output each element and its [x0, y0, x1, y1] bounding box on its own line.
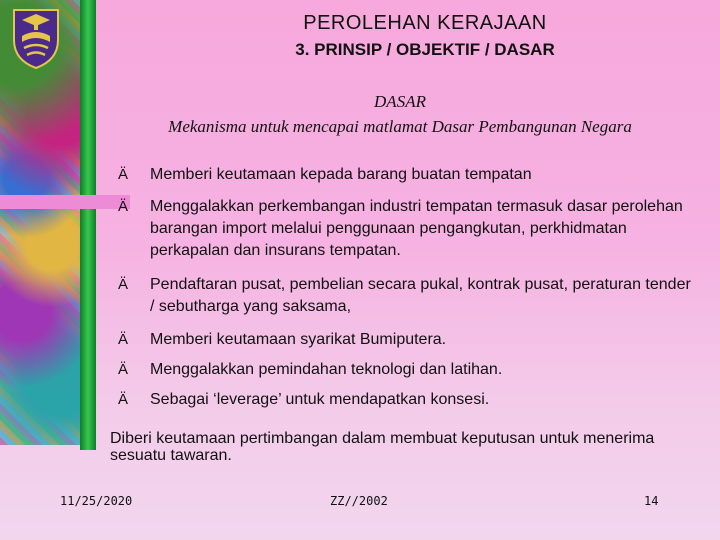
bullet-marker-icon: Ä [117, 166, 128, 183]
section-subtitle: Mekanisma untuk mencapai matlamat Dasar Pembangunan Negara [168, 117, 632, 136]
section-title: DASAR [374, 92, 426, 111]
bullet-item [112, 274, 692, 318]
footer-reference: ZZ//2002 [330, 494, 388, 508]
bullet-item [112, 329, 692, 351]
bullet-text: Menggalakkan perkembangan industri tempatan termasuk dasar perolehan barangan import melalui penggunaan pengangkutan, perkhidmatan perkapalan dan insurans tempatan. [150, 198, 683, 259]
bullet-text: Sebagai ‘leverage’ untuk mendapatkan konsesi. [150, 391, 490, 408]
bullet-marker-icon: Ä [117, 331, 128, 348]
bullet-marker-icon: Ä [117, 198, 128, 215]
page-title: PEROLEHAN KERAJAAN [303, 12, 547, 34]
bullet-text: Memberi keutamaan kepada barang buatan tempatan [150, 166, 532, 183]
footer-note: Diberi keutamaan pertimbangan dalam membuat keputusan untuk menerima sesuatu tawaran. [110, 430, 655, 464]
pink-accent-band [0, 195, 130, 209]
bullet-text: Pendaftaran pusat, pembelian secara pukal, kontrak pusat, peraturan tender / sebutharga yang saksama, [150, 276, 691, 315]
bullet-text: Menggalakkan pemindahan teknologi dan latihan. [150, 361, 503, 378]
bullet-item [112, 389, 692, 411]
bullet-marker-icon: Ä [117, 276, 128, 293]
bullet-text: Memberi keutamaan syarikat Bumiputera. [150, 331, 447, 348]
bullet-marker-icon: Ä [117, 391, 128, 408]
crest-logo-icon [8, 6, 64, 70]
bullet-item [112, 164, 692, 186]
bullet-marker-icon: Ä [117, 361, 128, 378]
footer-date: 11/25/2020 [60, 494, 133, 508]
bullet-item [112, 196, 692, 262]
page-subtitle: 3. PRINSIP / OBJEKTIF / DASAR [295, 40, 555, 59]
page-number: 14 [644, 494, 659, 508]
green-accent-bar [80, 0, 96, 450]
bullet-item [112, 359, 692, 381]
